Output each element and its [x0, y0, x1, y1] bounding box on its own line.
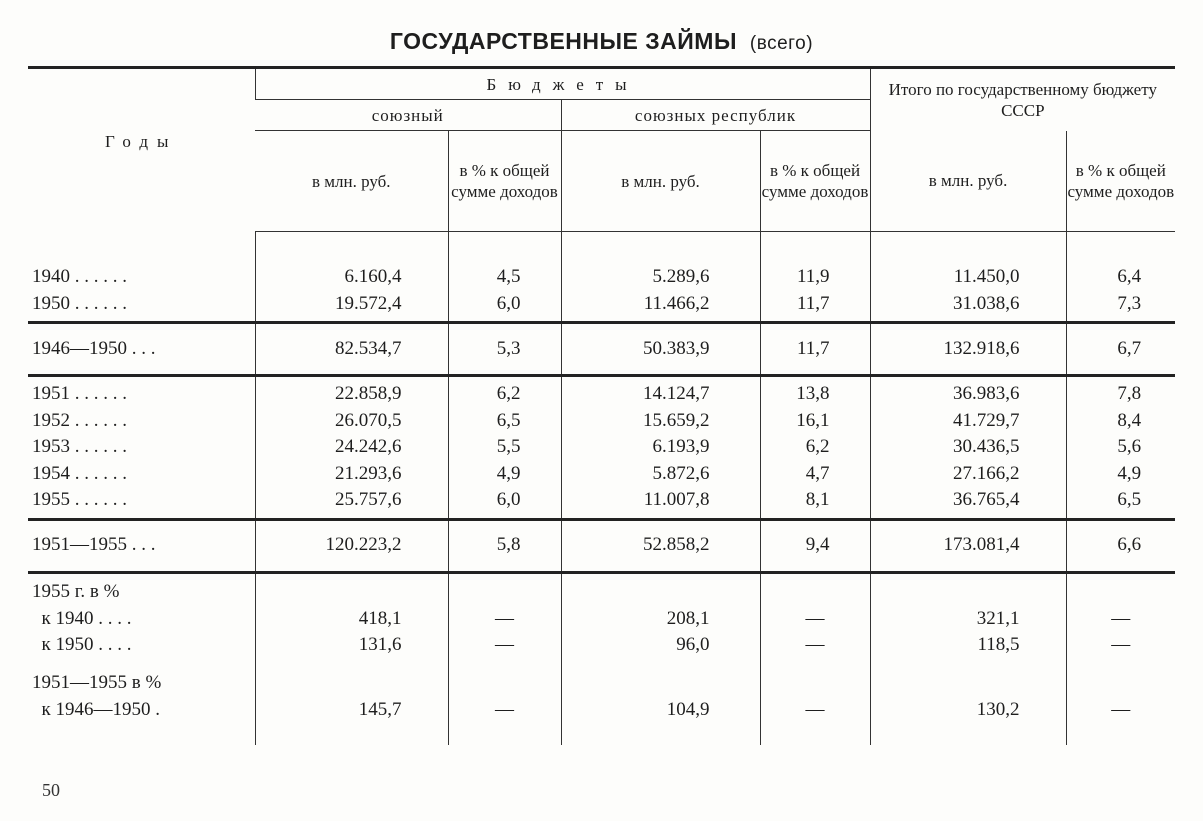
table-cell: 82.534,7	[255, 323, 448, 376]
page-number: 50	[42, 780, 60, 800]
table-cell: 321,1	[870, 606, 1066, 633]
table-cell: 6,0	[448, 291, 561, 318]
table-row	[28, 434, 1175, 461]
table-cell: 130,2	[870, 697, 1066, 724]
table-cell: 6,0	[448, 487, 561, 514]
table-cell: 6,7	[1066, 323, 1175, 376]
row-label: 1952 . . . . . .	[32, 409, 127, 431]
table-row	[28, 381, 1175, 408]
row-label: 1940 . . . . . .	[32, 266, 127, 287]
table-cell: 4,9	[448, 461, 561, 488]
table-cell: 4,5	[448, 264, 561, 291]
table-cell: 31.038,6	[870, 291, 1066, 318]
header-total-unit: в млн. руб.	[870, 131, 1066, 232]
table-cell: 5.872,6	[561, 461, 760, 488]
table-cell: 30.436,5	[870, 434, 1066, 461]
table-cell: 11,7	[760, 291, 870, 318]
row-label: 1954 . . . . . .	[32, 462, 127, 484]
row-label: 1950 . . . . . .	[32, 292, 127, 314]
table-cell: 208,1	[561, 606, 760, 633]
row-label: 1946—1950 . . .	[28, 323, 255, 376]
table-cell: 6,5	[448, 408, 561, 435]
table-cell: 6.160,4	[255, 264, 448, 291]
table-cell: 6,2	[448, 381, 561, 408]
table-cell: 173.081,4	[870, 519, 1066, 572]
table-row-total	[28, 519, 1175, 572]
table-row	[28, 697, 1175, 724]
row-label: к 1946—1950 .	[32, 698, 160, 720]
table-cell: 11,9	[760, 264, 870, 291]
table-cell: 5,6	[1066, 434, 1175, 461]
table-cell: 25.757,6	[255, 487, 448, 514]
table-cell: 19.572,4	[255, 291, 448, 318]
table-cell: 6,2	[760, 434, 870, 461]
table-cell: 4,9	[1066, 461, 1175, 488]
table-cell: 15.659,2	[561, 408, 760, 435]
table-cell: —	[760, 632, 870, 659]
table-cell: —	[1066, 697, 1175, 724]
table-cell: 120.223,2	[255, 519, 448, 572]
header-union: союзный	[255, 100, 561, 131]
table-row	[28, 632, 1175, 659]
header-total-pct: в % к общей сумме доходов	[1066, 131, 1175, 232]
table-cell: 131,6	[255, 632, 448, 659]
table-row	[28, 487, 1175, 514]
header-total: Итого по государственному бюджету СССР	[870, 68, 1175, 131]
table-cell: 27.166,2	[870, 461, 1066, 488]
row-label: 1955 г. в %	[32, 580, 120, 602]
page-title	[0, 28, 1203, 55]
row-label: 1951—1955 в %	[32, 671, 162, 693]
table-row	[28, 461, 1175, 488]
table-cell: 5,5	[448, 434, 561, 461]
table-cell: 6.193,9	[561, 434, 760, 461]
table-cell: 5,3	[448, 323, 561, 376]
table-cell: 9,4	[760, 519, 870, 572]
table-cell: 5.289,6	[561, 264, 760, 291]
table-cell: 96,0	[561, 632, 760, 659]
table-row-total	[28, 323, 1175, 376]
table-cell: 24.242,6	[255, 434, 448, 461]
table-cell: 26.070,5	[255, 408, 448, 435]
table-cell: —	[448, 697, 561, 724]
table-cell: 104,9	[561, 697, 760, 724]
table-row	[28, 606, 1175, 633]
table-cell: 4,7	[760, 461, 870, 488]
row-label: 1953 . . . . . .	[32, 436, 127, 457]
header-union-pct: в % к общей сумме доходов	[448, 131, 561, 232]
table-cell: —	[448, 606, 561, 633]
row-label: к 1940 . . . .	[32, 607, 132, 629]
table-cell: 52.858,2	[561, 519, 760, 572]
table-row	[28, 578, 1175, 606]
table-cell: 36.765,4	[870, 487, 1066, 514]
table-cell: 14.124,7	[561, 381, 760, 408]
title-sub: (всего)	[749, 33, 814, 54]
row-label: 1955 . . . . . .	[32, 489, 127, 510]
table-cell: 7,3	[1066, 291, 1175, 318]
table-cell: 6,4	[1066, 264, 1175, 291]
title-main: ГОСУДАРСТВЕННЫЕ ЗАЙМЫ	[389, 28, 737, 54]
table-cell: 8,1	[760, 487, 870, 514]
table-cell: 21.293,6	[255, 461, 448, 488]
table-cell: 5,8	[448, 519, 561, 572]
table-cell: 36.983,6	[870, 381, 1066, 408]
table-cell: 6,5	[1066, 487, 1175, 514]
table-cell: 6,6	[1066, 519, 1175, 572]
table-cell: 145,7	[255, 697, 448, 724]
table-cell: 11.450,0	[870, 264, 1066, 291]
loans-table	[28, 66, 1175, 745]
header-union-unit: в млн. руб.	[255, 131, 448, 232]
table-row	[28, 264, 1175, 291]
table-cell: 22.858,9	[255, 381, 448, 408]
header-republics-pct: в % к общей сумме доходов	[760, 131, 870, 232]
header-budgets: Бюджеты	[255, 68, 870, 100]
table-cell: 118,5	[870, 632, 1066, 659]
table-cell: —	[448, 632, 561, 659]
table-cell: 7,8	[1066, 381, 1175, 408]
table-cell: —	[760, 606, 870, 633]
table-cell: —	[760, 697, 870, 724]
row-label: к 1950 . . . .	[32, 634, 132, 655]
table-row	[28, 291, 1175, 318]
table-row	[28, 408, 1175, 435]
row-label: 1951 . . . . . .	[32, 383, 127, 404]
row-label: 1951—1955 . . .	[28, 519, 255, 572]
table-cell: 11.466,2	[561, 291, 760, 318]
table-cell: —	[1066, 632, 1175, 659]
table-cell: —	[1066, 606, 1175, 633]
table-cell: 11,7	[760, 323, 870, 376]
table-cell: 418,1	[255, 606, 448, 633]
table-cell: 132.918,6	[870, 323, 1066, 376]
header-republics: союзных республик	[561, 100, 870, 131]
table-cell: 41.729,7	[870, 408, 1066, 435]
table-cell: 16,1	[760, 408, 870, 435]
table-row	[28, 659, 1175, 697]
table-cell: 8,4	[1066, 408, 1175, 435]
header-republics-unit: в млн. руб.	[561, 131, 760, 232]
table-cell: 11.007,8	[561, 487, 760, 514]
header-years: Годы	[105, 132, 178, 151]
table-cell: 50.383,9	[561, 323, 760, 376]
table-cell: 13,8	[760, 381, 870, 408]
